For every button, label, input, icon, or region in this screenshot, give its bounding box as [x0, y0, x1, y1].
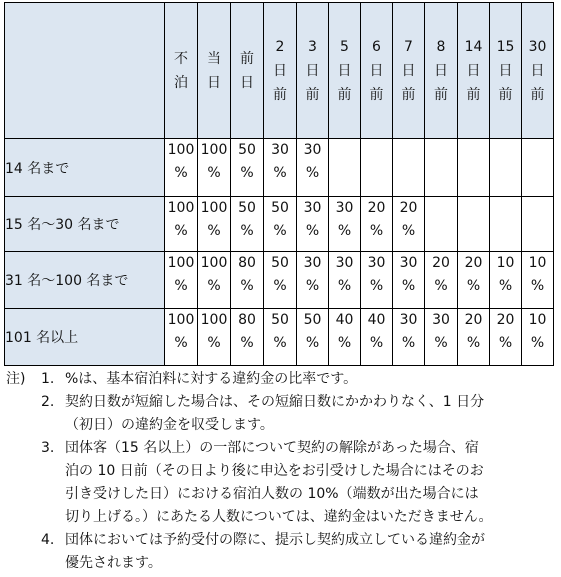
fee-unit: %: [273, 278, 287, 294]
fee-cell: [361, 309, 393, 366]
empty-cell: [490, 139, 522, 197]
column-header-text: 2: [275, 38, 285, 55]
column-header: [458, 3, 490, 139]
fee-cell: [393, 252, 425, 309]
column-header: [490, 3, 522, 139]
column-header-text: 日: [337, 62, 352, 79]
fee-value: 100: [167, 200, 195, 216]
fee-cell: [198, 197, 231, 252]
column-header-text: 前: [401, 86, 416, 103]
fee-value: 100: [200, 312, 228, 328]
column-header-text: 前: [466, 86, 481, 103]
fee-value: 100: [167, 255, 195, 271]
notes-prefix: [6, 437, 41, 529]
note-item: [6, 391, 556, 437]
note-number: 2.: [41, 394, 55, 410]
fee-value: 50: [271, 312, 289, 328]
column-header-text: 3: [308, 38, 317, 55]
fee-unit: %: [530, 335, 545, 351]
column-header-text: 6: [372, 38, 381, 55]
column-header-text: 日: [273, 62, 287, 79]
fee-unit: %: [401, 223, 416, 239]
note-line: （初日）の違約金を収受します。: [65, 417, 274, 433]
fee-unit: %: [369, 335, 384, 351]
fee-cell: [297, 197, 329, 252]
fee-cell: [425, 252, 458, 309]
fee-value: 20: [432, 255, 450, 271]
fee-cell: [361, 197, 393, 252]
column-header-text: 前: [369, 86, 384, 103]
fee-value: 40: [335, 312, 354, 328]
fee-cell: [329, 252, 361, 309]
note-item: [6, 529, 556, 575]
fee-value: 30: [303, 255, 322, 271]
cancellation-fee-table: [4, 2, 554, 366]
fee-value: 30: [399, 255, 418, 271]
fee-unit: %: [305, 278, 320, 294]
column-header-text: 前: [337, 86, 352, 103]
fee-cell: [264, 139, 297, 197]
fee-cell: [165, 197, 198, 252]
fee-cell: [522, 252, 554, 309]
fee-unit: %: [337, 278, 352, 294]
empty-cell: [329, 139, 361, 197]
fee-unit: %: [207, 165, 221, 181]
fee-unit: %: [174, 278, 188, 294]
fee-value: 30: [335, 200, 354, 216]
fee-cell: [458, 252, 490, 309]
fee-unit: %: [369, 278, 384, 294]
note-line: 団体客（15 名以上）の一部について契約の解除があった場合、宿: [65, 440, 479, 456]
column-header: [329, 3, 361, 139]
fee-value: 20: [464, 312, 483, 328]
fee-value: 30: [367, 255, 386, 271]
note-text: [65, 529, 556, 575]
column-header: [297, 3, 329, 139]
table-row: [5, 252, 554, 309]
fee-cell: [522, 309, 554, 366]
column-header: [425, 3, 458, 139]
empty-cell: [522, 197, 554, 252]
fee-value: 30: [303, 142, 322, 158]
fee-cell: [231, 252, 264, 309]
column-header-text: 5: [340, 38, 349, 55]
notes-section: [6, 368, 556, 575]
fee-value: 20: [399, 200, 418, 216]
column-header-text: 前: [498, 86, 513, 103]
column-header-text: 日: [207, 74, 221, 91]
fee-unit: %: [240, 223, 254, 239]
note-line: 切り上げる。）にあたる人数については、違約金はいただきません。: [65, 509, 493, 525]
fee-unit: %: [240, 335, 254, 351]
fee-unit: %: [174, 335, 188, 351]
column-header-text: 日: [466, 62, 481, 79]
fee-cell: [165, 309, 198, 366]
column-header-text: 前: [305, 86, 320, 103]
fee-cell: [264, 309, 297, 366]
fee-value: 10: [528, 255, 547, 271]
fee-unit: %: [530, 278, 545, 294]
column-header: [264, 3, 297, 139]
fee-value: 40: [367, 312, 386, 328]
column-header-text: 日: [369, 62, 384, 79]
note-number: 4.: [41, 532, 55, 548]
table-row: [5, 309, 554, 366]
fee-unit: %: [434, 335, 448, 351]
fee-unit: %: [273, 335, 287, 351]
fee-unit: %: [466, 335, 481, 351]
fee-value: 80: [238, 312, 256, 328]
empty-cell: [490, 197, 522, 252]
fee-unit: %: [240, 165, 254, 181]
fee-unit: %: [305, 165, 320, 181]
fee-unit: %: [466, 278, 481, 294]
note-line: 優先されます。: [65, 555, 162, 571]
fee-unit: %: [273, 165, 287, 181]
fee-cell: [393, 197, 425, 252]
notes-prefix: [6, 529, 41, 575]
fee-unit: %: [207, 335, 221, 351]
fee-cell: [264, 252, 297, 309]
fee-value: 50: [303, 312, 322, 328]
empty-cell: [361, 139, 393, 197]
fee-value: 50: [271, 255, 289, 271]
fee-unit: %: [305, 223, 320, 239]
note-line: 泊の 10 日前（その日より後に申込をお引受けした場合にはそのお: [65, 463, 484, 479]
note-line: 契約日数が短縮した場合は、その短縮日数にかかわりなく、1 日分: [65, 394, 485, 410]
empty-cell: [425, 197, 458, 252]
column-header-text: 日: [305, 62, 320, 79]
empty-cell: [393, 139, 425, 197]
note-text: [65, 437, 556, 529]
column-header-text: 7: [404, 38, 413, 55]
note-number: 3.: [41, 440, 55, 456]
fee-value: 100: [200, 142, 228, 158]
fee-cell: [264, 197, 297, 252]
row-label: 31 名～100 名まで: [5, 252, 165, 309]
column-header-text: 14: [464, 38, 483, 55]
column-header: [198, 3, 231, 139]
fee-cell: [425, 309, 458, 366]
row-label: 14 名まで: [5, 139, 165, 197]
fee-value: 20: [367, 200, 386, 216]
fee-unit: %: [498, 335, 513, 351]
note-line: 引き受けした日）における宿泊人数の 10%（端数が出た場合には: [65, 486, 479, 502]
fee-value: 30: [271, 142, 289, 158]
row-label: 15 名～30 名まで: [5, 197, 165, 252]
fee-unit: %: [401, 335, 416, 351]
fee-cell: [361, 252, 393, 309]
fee-cell: [297, 139, 329, 197]
column-header: [165, 3, 198, 139]
column-header-text: 前: [240, 50, 254, 67]
column-header-text: 前: [530, 86, 545, 103]
row-label: 101 名以上: [5, 309, 165, 366]
column-header-text: 泊: [174, 74, 188, 91]
column-header-text: 15: [496, 38, 515, 55]
fee-cell: [490, 309, 522, 366]
column-header-text: 日: [434, 62, 448, 79]
fee-unit: %: [369, 223, 384, 239]
column-header: [393, 3, 425, 139]
note-line: %は、基本宿泊料に対する違約金の比率です。: [65, 371, 358, 387]
fee-value: 30: [399, 312, 418, 328]
column-header-text: 30: [528, 38, 547, 55]
fee-cell: [297, 252, 329, 309]
fee-cell: [231, 309, 264, 366]
fee-value: 100: [200, 255, 228, 271]
table-row: [5, 197, 554, 252]
table-header-row: [5, 3, 554, 139]
fee-value: 80: [238, 255, 256, 271]
empty-cell: [458, 139, 490, 197]
fee-cell: [297, 309, 329, 366]
column-header: [522, 3, 554, 139]
note-item: [6, 437, 556, 529]
note-item: [6, 368, 556, 391]
fee-cell: [393, 309, 425, 366]
note-text: [65, 368, 556, 391]
fee-value: 30: [335, 255, 354, 271]
fee-value: 20: [496, 312, 515, 328]
column-header-text: 前: [273, 86, 287, 103]
notes-prefix: 注): [6, 371, 26, 387]
fee-cell: [165, 139, 198, 197]
column-header-text: 日: [530, 62, 545, 79]
empty-cell: [522, 139, 554, 197]
fee-unit: %: [240, 278, 254, 294]
fee-cell: [329, 309, 361, 366]
fee-value: 100: [167, 312, 195, 328]
column-header-text: 前: [434, 86, 448, 103]
fee-unit: %: [273, 223, 287, 239]
fee-cell: [490, 252, 522, 309]
fee-cell: [198, 252, 231, 309]
table-row: [5, 139, 554, 197]
fee-cell: [165, 252, 198, 309]
fee-value: 50: [238, 142, 256, 158]
fee-value: 50: [271, 200, 289, 216]
column-header-text: 不: [174, 50, 188, 67]
fee-unit: %: [305, 335, 320, 351]
column-header: [231, 3, 264, 139]
fee-cell: [458, 309, 490, 366]
fee-value: 100: [167, 142, 195, 158]
fee-value: 50: [238, 200, 256, 216]
column-header-text: 当: [207, 50, 221, 67]
fee-cell: [198, 309, 231, 366]
fee-unit: %: [401, 278, 416, 294]
fee-value: 30: [303, 200, 322, 216]
column-header: [361, 3, 393, 139]
table-corner-cell: [5, 3, 165, 139]
column-header-text: 日: [401, 62, 416, 79]
column-header-text: 日: [240, 74, 254, 91]
column-header-text: 日: [498, 62, 513, 79]
fee-cell: [231, 197, 264, 252]
fee-value: 10: [496, 255, 515, 271]
fee-value: 30: [432, 312, 450, 328]
fee-unit: %: [337, 223, 352, 239]
fee-cell: [198, 139, 231, 197]
fee-unit: %: [337, 335, 352, 351]
column-header-text: 8: [436, 38, 446, 55]
note-text: [65, 391, 556, 437]
fee-cell: [231, 139, 264, 197]
fee-unit: %: [498, 278, 513, 294]
fee-value: 10: [528, 312, 547, 328]
fee-value: 100: [200, 200, 228, 216]
notes-prefix: [6, 391, 41, 437]
fee-unit: %: [174, 165, 188, 181]
empty-cell: [458, 197, 490, 252]
fee-unit: %: [207, 278, 221, 294]
fee-unit: %: [207, 223, 221, 239]
note-line: 団体においては予約受付の際に、提示し契約成立している違約金が: [65, 532, 485, 548]
fee-unit: %: [174, 223, 188, 239]
fee-value: 20: [464, 255, 483, 271]
fee-unit: %: [434, 278, 448, 294]
fee-cell: [329, 197, 361, 252]
note-number: 1.: [41, 371, 55, 387]
empty-cell: [425, 139, 458, 197]
